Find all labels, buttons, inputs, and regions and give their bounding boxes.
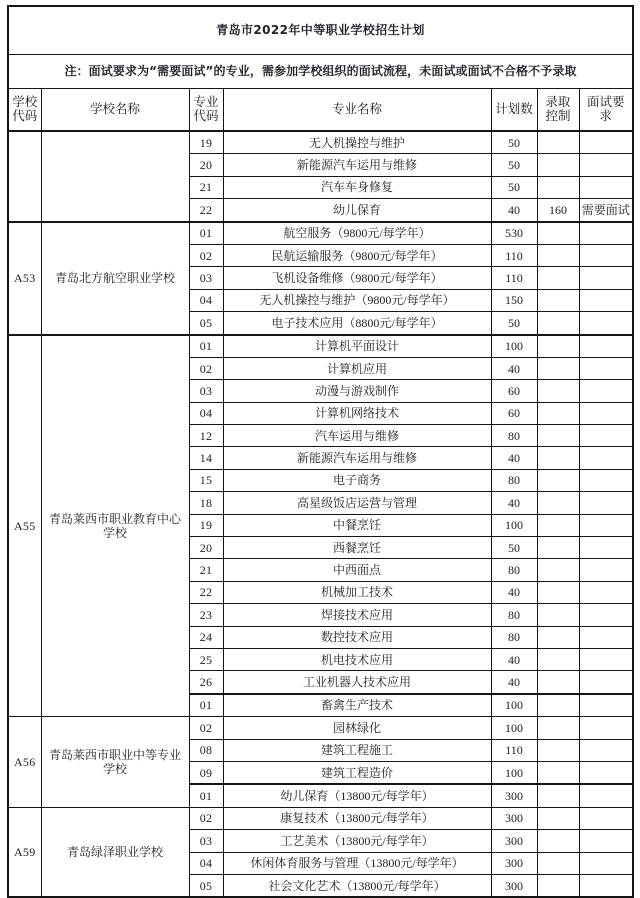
interview-requirement-cell [579, 267, 633, 289]
interview-requirement-cell [579, 312, 633, 335]
major-code-cell: 08 [189, 739, 223, 761]
school-name-cell: 青岛莱西市职业教育中心学校 [41, 335, 189, 717]
plan-count-cell: 150 [491, 289, 537, 311]
interview-requirement-cell [579, 425, 633, 447]
plan-count-cell: 300 [491, 807, 537, 829]
interview-requirement-cell [579, 604, 633, 626]
major-code-cell: 01 [189, 694, 223, 717]
major-name-cell: 焊接技术应用 [223, 604, 491, 626]
major-name-cell: 康复技术（13800元/每学年） [223, 807, 491, 829]
interview-requirement-cell [579, 447, 633, 469]
column-header-line1: 计划数 [495, 101, 533, 116]
major-name-cell: 高星级饭店运营与管理 [223, 492, 491, 514]
interview-requirement-cell [579, 154, 633, 176]
interview-requirement-cell [579, 222, 633, 245]
column-header-plan_count [491, 89, 537, 132]
major-name-cell: 西餐烹饪 [223, 537, 491, 559]
school-name-cell [41, 131, 189, 222]
admit-control-cell [537, 648, 579, 670]
major-name-cell: 计算机平面设计 [223, 335, 491, 358]
interview-requirement-cell [579, 761, 633, 784]
major-code-cell: 20 [189, 537, 223, 559]
admit-control-cell [537, 492, 579, 514]
plan-count-cell: 80 [491, 626, 537, 648]
major-code-cell: 22 [189, 581, 223, 603]
column-header-line1: 专业名称 [331, 101, 382, 116]
interview-requirement-cell [579, 492, 633, 514]
document-title: 青岛市2022年中等职业学校招生计划 [8, 6, 633, 55]
plan-count-cell: 300 [491, 830, 537, 852]
plan-count-cell: 300 [491, 874, 537, 897]
plan-count-cell: 40 [491, 357, 537, 379]
plan-count-cell: 100 [491, 761, 537, 784]
plan-count-cell: 40 [491, 199, 537, 222]
major-name-cell: 工业机器人技术应用 [223, 671, 491, 694]
major-name-cell: 幼儿保育（13800元/每学年） [223, 784, 491, 807]
column-header-line1: 学校名称 [89, 101, 140, 116]
major-code-cell: 26 [189, 671, 223, 694]
plan-count-cell: 80 [491, 425, 537, 447]
plan-count-cell: 50 [491, 154, 537, 176]
admit-control-cell [537, 807, 579, 829]
column-header-line1: 学校 [12, 95, 38, 109]
interview-requirement-cell [579, 671, 633, 694]
plan-count-cell: 110 [491, 739, 537, 761]
major-name-cell: 汽车运用与维修 [223, 425, 491, 447]
major-code-cell: 19 [189, 514, 223, 536]
interview-requirement-cell: 需要面试 [579, 199, 633, 222]
interview-requirement-cell [579, 469, 633, 491]
admit-control-cell [537, 626, 579, 648]
admit-control-cell [537, 469, 579, 491]
column-header-line2: 代码 [193, 108, 219, 123]
major-code-cell: 14 [189, 447, 223, 469]
admit-control-cell [537, 312, 579, 335]
major-code-cell: 21 [189, 559, 223, 581]
interview-requirement-cell [579, 537, 633, 559]
interview-note: 注：面试要求为“需要面试”的专业，需参加学校组织的面试流程，未面试或面试不合格不予录取 [8, 55, 633, 89]
major-code-cell: 02 [189, 357, 223, 379]
interview-requirement-cell [579, 694, 633, 717]
interview-requirement-cell [579, 739, 633, 761]
interview-requirement-cell [579, 559, 633, 581]
plan-count-cell: 40 [491, 671, 537, 694]
major-name-cell: 园林绿化 [223, 717, 491, 739]
major-name-cell: 机械加工技术 [223, 581, 491, 603]
column-header-interview [579, 89, 633, 132]
major-name-cell: 工艺美术（13800元/每学年） [223, 830, 491, 852]
major-name-cell: 新能源汽车运用与维修 [223, 154, 491, 176]
table-row [8, 717, 633, 739]
interview-requirement-cell [579, 289, 633, 311]
admit-control-cell [537, 694, 579, 717]
admit-control-cell [537, 717, 579, 739]
interview-requirement-cell [579, 784, 633, 807]
column-header-major_name [223, 89, 491, 132]
major-code-cell: 03 [189, 380, 223, 402]
admit-control-cell [537, 852, 579, 874]
admit-control-cell [537, 447, 579, 469]
plan-count-cell: 40 [491, 581, 537, 603]
major-code-cell: 05 [189, 312, 223, 335]
plan-count-cell: 110 [491, 244, 537, 266]
interview-requirement-cell [579, 807, 633, 829]
major-code-cell: 25 [189, 648, 223, 670]
major-code-cell: 01 [189, 784, 223, 807]
column-header-line2: 代码 [12, 108, 38, 123]
interview-requirement-cell [579, 648, 633, 670]
major-name-cell: 动漫与游戏制作 [223, 380, 491, 402]
major-name-cell: 机电技术应用 [223, 648, 491, 670]
interview-requirement-cell [579, 380, 633, 402]
interview-requirement-cell [579, 357, 633, 379]
admit-control-cell: 160 [537, 199, 579, 222]
admit-control-cell [537, 761, 579, 784]
major-code-cell: 21 [189, 176, 223, 198]
table-row [8, 335, 633, 358]
plan-count-cell: 60 [491, 402, 537, 424]
column-header-line1: 面试要求 [587, 95, 625, 123]
plan-count-cell: 300 [491, 852, 537, 874]
table-row [8, 222, 633, 245]
admit-control-cell [537, 335, 579, 358]
major-code-cell: 05 [189, 874, 223, 897]
admit-control-cell [537, 671, 579, 694]
admit-control-cell [537, 402, 579, 424]
major-name-cell: 飞机设备维修（9800元/每学年） [223, 267, 491, 289]
admit-control-cell [537, 131, 579, 154]
major-code-cell: 04 [189, 402, 223, 424]
plan-count-cell: 530 [491, 222, 537, 245]
admit-control-cell [537, 514, 579, 536]
school-code-cell: A56 [8, 717, 41, 808]
admit-control-cell [537, 176, 579, 198]
admit-control-cell [537, 244, 579, 266]
admit-control-cell [537, 537, 579, 559]
column-header-major_code [189, 89, 223, 132]
major-name-cell: 计算机应用 [223, 357, 491, 379]
admit-control-cell [537, 739, 579, 761]
major-code-cell: 04 [189, 852, 223, 874]
school-code-cell: A59 [8, 807, 41, 897]
major-code-cell: 24 [189, 626, 223, 648]
major-name-cell: 社会文化艺术（13800元/每学年） [223, 874, 491, 897]
major-code-cell: 01 [189, 222, 223, 245]
admission-plan-table [7, 5, 634, 898]
major-name-cell: 无人机操控与维护 [223, 131, 491, 154]
major-code-cell: 18 [189, 492, 223, 514]
major-code-cell: 04 [189, 289, 223, 311]
major-name-cell: 民航运输服务（9800元/每学年） [223, 244, 491, 266]
column-header-line1: 专业 [193, 95, 219, 109]
major-name-cell: 休闲体育服务与管理（13800元/每学年） [223, 852, 491, 874]
major-name-cell: 电子技术应用（8800元/每学年） [223, 312, 491, 335]
major-name-cell: 中西面点 [223, 559, 491, 581]
table-row [8, 131, 633, 154]
plan-count-cell: 80 [491, 469, 537, 491]
major-code-cell: 09 [189, 761, 223, 784]
admit-control-cell [537, 604, 579, 626]
admit-control-cell [537, 425, 579, 447]
major-name-cell: 新能源汽车运用与维修 [223, 447, 491, 469]
interview-requirement-cell [579, 131, 633, 154]
admit-control-cell [537, 830, 579, 852]
major-code-cell: 02 [189, 807, 223, 829]
plan-count-cell: 60 [491, 380, 537, 402]
school-name-cell: 青岛北方航空职业学校 [41, 222, 189, 335]
major-code-cell: 03 [189, 267, 223, 289]
major-code-cell: 03 [189, 830, 223, 852]
plan-count-cell: 40 [491, 492, 537, 514]
school-name-cell: 青岛绿泽职业学校 [41, 807, 189, 897]
interview-requirement-cell [579, 402, 633, 424]
plan-count-cell: 100 [491, 335, 537, 358]
admit-control-cell [537, 874, 579, 897]
plan-count-cell: 80 [491, 559, 537, 581]
plan-count-cell: 40 [491, 648, 537, 670]
spreadsheet-sheet [7, 5, 632, 898]
admit-control-cell [537, 380, 579, 402]
major-name-cell: 建筑工程造价 [223, 761, 491, 784]
admit-control-cell [537, 222, 579, 245]
major-code-cell: 12 [189, 425, 223, 447]
plan-count-cell: 80 [491, 604, 537, 626]
major-name-cell: 电子商务 [223, 469, 491, 491]
interview-requirement-cell [579, 176, 633, 198]
plan-count-cell: 50 [491, 312, 537, 335]
major-code-cell: 20 [189, 154, 223, 176]
major-name-cell: 航空服务（9800元/每学年） [223, 222, 491, 245]
plan-count-cell: 50 [491, 537, 537, 559]
major-name-cell: 计算机网络技术 [223, 402, 491, 424]
major-code-cell: 15 [189, 469, 223, 491]
major-name-cell: 无人机操控与维护（9800元/每学年） [223, 289, 491, 311]
plan-count-cell: 110 [491, 267, 537, 289]
major-name-cell: 汽车车身修复 [223, 176, 491, 198]
major-name-cell: 幼儿保育 [223, 199, 491, 222]
interview-requirement-cell [579, 581, 633, 603]
major-code-cell: 19 [189, 131, 223, 154]
column-header-line2: 控制 [545, 108, 571, 123]
interview-requirement-cell [579, 852, 633, 874]
column-header-admit_control [537, 89, 579, 132]
interview-requirement-cell [579, 717, 633, 739]
column-header-school_name [41, 89, 189, 132]
interview-requirement-cell [579, 830, 633, 852]
column-header-line1: 录取 [545, 95, 571, 109]
major-code-cell: 01 [189, 335, 223, 358]
interview-requirement-cell [579, 874, 633, 897]
plan-count-cell: 50 [491, 131, 537, 154]
interview-requirement-cell [579, 626, 633, 648]
school-name-cell: 青岛莱西市职业中等专业学校 [41, 717, 189, 808]
admit-control-cell [537, 357, 579, 379]
admit-control-cell [537, 154, 579, 176]
major-code-cell: 23 [189, 604, 223, 626]
plan-count-cell: 100 [491, 717, 537, 739]
major-code-cell: 02 [189, 717, 223, 739]
interview-requirement-cell [579, 244, 633, 266]
major-code-cell: 02 [189, 244, 223, 266]
plan-count-cell: 40 [491, 447, 537, 469]
admit-control-cell [537, 559, 579, 581]
plan-count-cell: 100 [491, 694, 537, 717]
interview-requirement-cell [579, 335, 633, 358]
major-name-cell: 建筑工程施工 [223, 739, 491, 761]
table-row [8, 807, 633, 829]
admit-control-cell [537, 289, 579, 311]
plan-count-cell: 100 [491, 514, 537, 536]
plan-count-cell: 300 [491, 784, 537, 807]
major-name-cell: 数控技术应用 [223, 626, 491, 648]
admit-control-cell [537, 784, 579, 807]
school-code-cell: A53 [8, 222, 41, 335]
major-name-cell: 畜禽生产技术 [223, 694, 491, 717]
plan-count-cell: 50 [491, 176, 537, 198]
admit-control-cell [537, 581, 579, 603]
admit-control-cell [537, 267, 579, 289]
school-code-cell [8, 131, 41, 222]
major-name-cell: 中餐烹饪 [223, 514, 491, 536]
column-header-school_code [8, 89, 41, 132]
major-code-cell: 22 [189, 199, 223, 222]
school-code-cell: A55 [8, 335, 41, 717]
interview-requirement-cell [579, 514, 633, 536]
